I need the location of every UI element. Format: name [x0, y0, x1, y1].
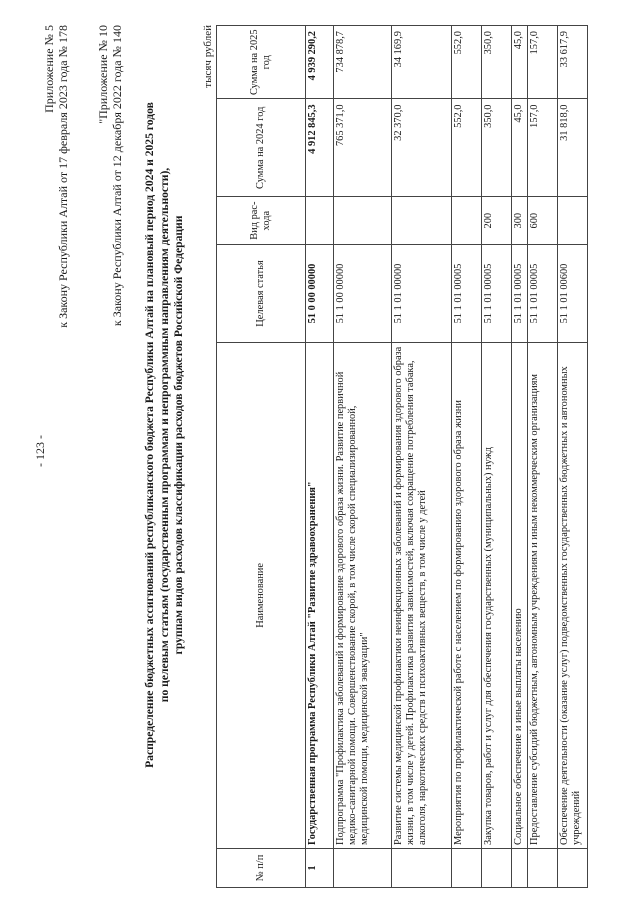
- cell-code: 51 1 01 00005: [452, 245, 482, 343]
- cell-num: [452, 848, 482, 887]
- appendix-10-note: [96, 25, 124, 625]
- table-row: [392, 26, 452, 888]
- cell-name: Предоставление субсидий бюджетным, автономным учреждениям и иным некоммерческим организациям: [528, 342, 558, 848]
- cell-code: 51 1 01 00000: [392, 245, 452, 343]
- cell-sum-2025: 33 617,9: [558, 26, 588, 99]
- cell-name: Развитие системы медицинской профилактики неинфекционных заболеваний и формирования здорового образа жизни, в том числе у детей. Профилактика развития зависимостей, включая сокращение потребления табака, алкоголя, наркотических средств и психоактивных веществ, в том числе у детей: [392, 342, 452, 848]
- cell-num: [482, 848, 512, 887]
- cell-code: 51 1 01 00600: [558, 245, 588, 343]
- cell-code: 51 1 01 00005: [482, 245, 512, 343]
- cell-sum-2025: 4 939 290,2: [306, 26, 334, 99]
- cell-num: 1: [306, 848, 334, 887]
- cell-num: [512, 848, 528, 887]
- header-type: Вид рас-хода: [217, 197, 306, 245]
- cell-name: Социальное обеспечение и иные выплаты населению: [512, 342, 528, 848]
- document-title: [143, 65, 187, 805]
- cell-sum-2025: 734 878,7: [334, 26, 392, 99]
- cell-type: [392, 197, 452, 245]
- table-row: [558, 26, 588, 888]
- cell-sum-2024: 45,0: [512, 99, 528, 197]
- cell-sum-2025: 34 169,9: [392, 26, 452, 99]
- table-body: [306, 26, 588, 888]
- cell-name: Закупка товаров, работ и услуг для обеспечения государственных (муниципальных) нужд: [482, 342, 512, 848]
- cell-type: [306, 197, 334, 245]
- cell-type: 300: [512, 197, 528, 245]
- table-row: [482, 26, 512, 888]
- cell-code: 51 1 01 00005: [512, 245, 528, 343]
- header-2025: Сумма на 2025 год: [217, 26, 306, 99]
- cell-num: [392, 848, 452, 887]
- table-row: [452, 26, 482, 888]
- table-header-row: [217, 26, 306, 888]
- cell-sum-2024: 157,0: [528, 99, 558, 197]
- appendix-10-line1: "Приложение № 10: [96, 25, 110, 124]
- cell-type: 200: [482, 197, 512, 245]
- units-label: тысяч рублей: [202, 25, 214, 88]
- cell-sum-2025: 157,0: [528, 26, 558, 99]
- title-line3: группам видов расходов классификации расходов бюджетов Российской Федерации: [172, 215, 185, 655]
- cell-type: [452, 197, 482, 245]
- cell-sum-2025: 350,0: [482, 26, 512, 99]
- cell-num: [528, 848, 558, 887]
- appendix-5-line1: Приложение № 5: [42, 25, 56, 113]
- title-line2: по целевым статьям (государственным программам и непрограммным направлениям деятельности),: [157, 167, 171, 703]
- appendix-5-note: [42, 25, 70, 625]
- appendix-10-line2: к Закону Республики Алтай от 12 декабря 2022 года № 140: [110, 25, 124, 327]
- header-code: Целевая статья: [217, 245, 306, 343]
- cell-name: Подпрограмма "Профилактика заболеваний и формирование здорового образа жизни. Развитие первичной медико-санитарной помощи. Совершенствование скорой, в том числе скорой специализированной, медицинской помощи, медицинской эвакуации": [334, 342, 392, 848]
- cell-name: Государственная программа Республики Алтай "Развитие здравоохранения": [306, 342, 334, 848]
- cell-sum-2024: 4 912 845,3: [306, 99, 334, 197]
- page-number: - 123 -: [33, 435, 47, 467]
- cell-code: 51 1 00 00000: [334, 245, 392, 343]
- cell-type: [334, 197, 392, 245]
- cell-sum-2024: 350,0: [482, 99, 512, 197]
- header-num: № п/п: [217, 848, 306, 887]
- cell-code: 51 0 00 00000: [306, 245, 334, 343]
- cell-sum-2024: 765 371,0: [334, 99, 392, 197]
- table-row: [528, 26, 558, 888]
- table-row: [306, 26, 334, 888]
- cell-sum-2025: 552,0: [452, 26, 482, 99]
- cell-type: [558, 197, 588, 245]
- cell-num: [334, 848, 392, 887]
- header-name: Наименование: [217, 342, 306, 848]
- cell-name: Обеспечение деятельности (оказание услуг) подведомственных государственных бюджетных и автономных учреждений: [558, 342, 588, 848]
- cell-sum-2025: 45,0: [512, 26, 528, 99]
- budget-table: [216, 25, 588, 888]
- cell-type: 600: [528, 197, 558, 245]
- title-line1: Распределение бюджетных ассигнований республиканского бюджета Республики Алтай на плановый период 2024 и 2025 годов: [143, 102, 156, 768]
- cell-num: [558, 848, 588, 887]
- cell-code: 51 1 01 00005: [528, 245, 558, 343]
- cell-name: Мероприятия по профилактической работе с населением по формированию здорового образа жизни: [452, 342, 482, 848]
- cell-sum-2024: 32 370,0: [392, 99, 452, 197]
- header-2024: Сумма на 2024 год: [217, 99, 306, 197]
- appendix-5-line2: к Закону Республики Алтай от 17 февраля 2023 года № 178: [56, 25, 70, 328]
- table-row: [512, 26, 528, 888]
- cell-sum-2024: 31 818,0: [558, 99, 588, 197]
- cell-sum-2024: 552,0: [452, 99, 482, 197]
- table-row: [334, 26, 392, 888]
